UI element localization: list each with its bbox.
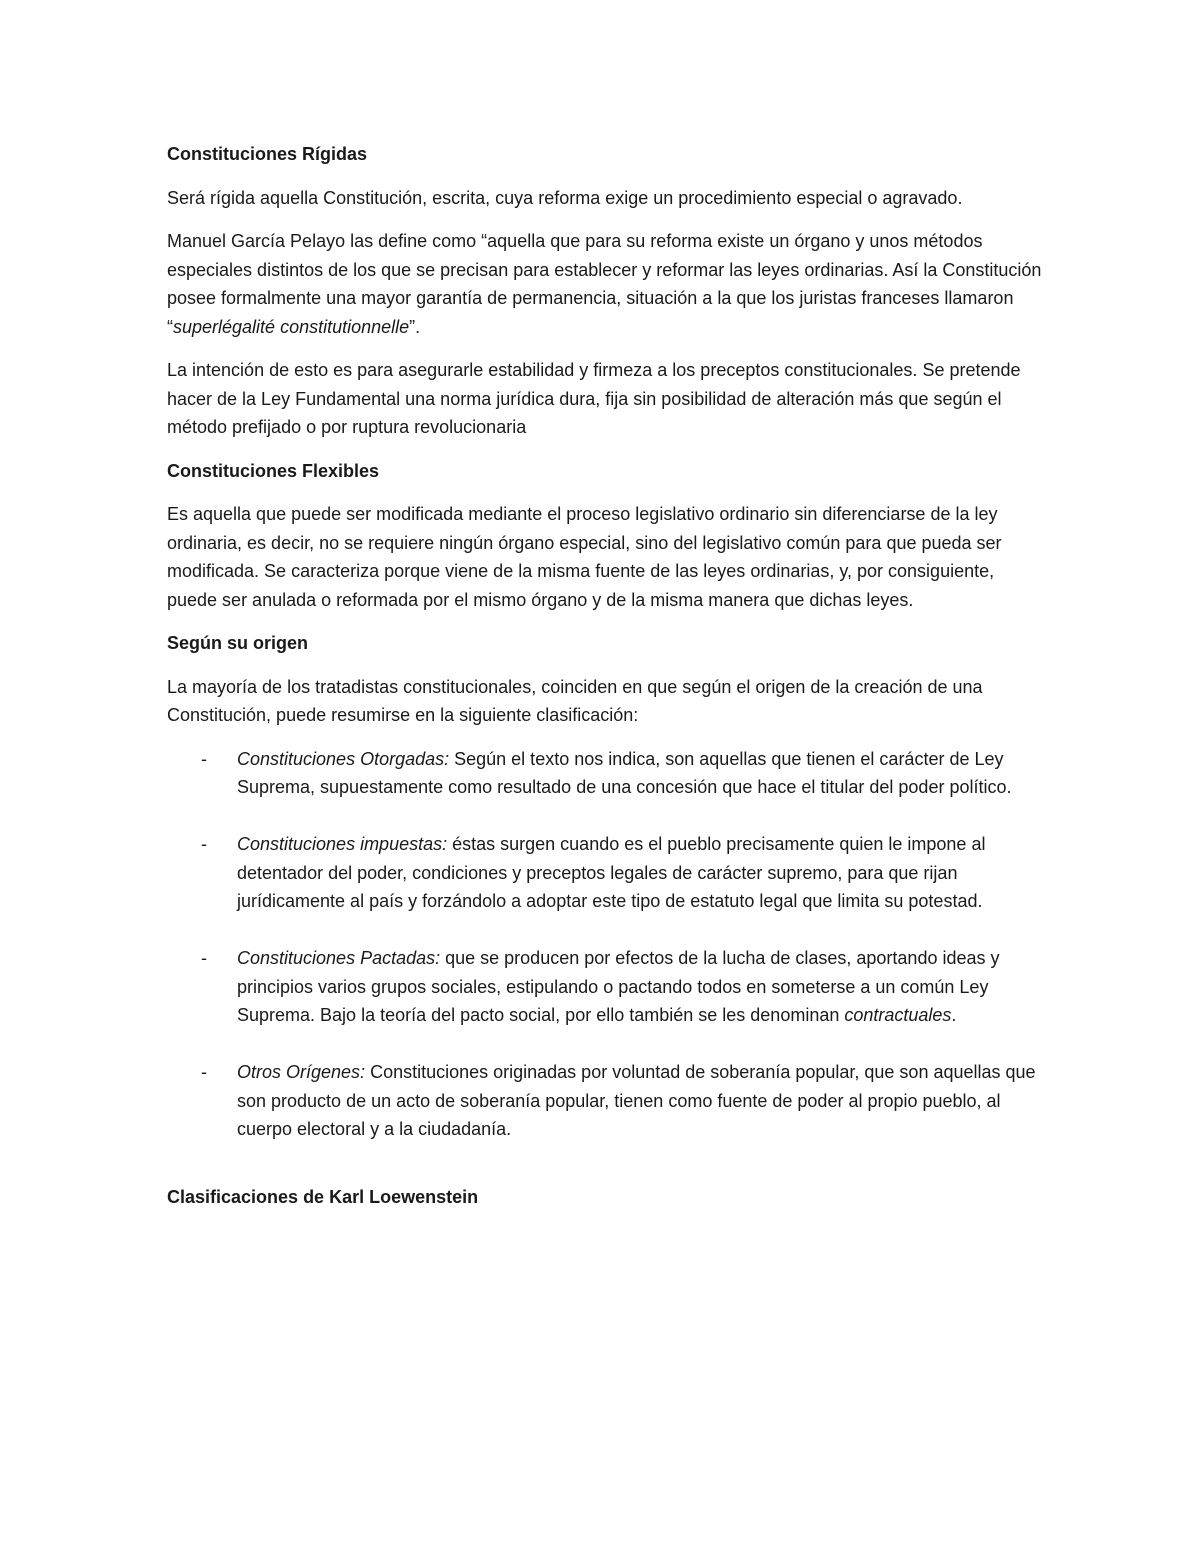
- list-dash: -: [201, 1062, 207, 1082]
- garcia-pelayo-end: ”.: [409, 316, 421, 337]
- list-item-pactadas: [167, 944, 1047, 1030]
- term-impuestas: Constituciones impuestas:: [237, 834, 448, 854]
- paragraph-flexibles-definition: Es aquella que puede ser modificada mediante el proceso legislativo ordinario sin diferenciarse de la ley ordinaria, es decir, no se requiere ningún órgano especial, sino del legislativo común para que pueda ser modificada. Se caracteriza porque viene de la misma fuente de las leyes ordinarias, y, por consiguiente, puede ser anulada o reformada por el mismo órgano y de la misma manera que dichas leyes.: [167, 504, 1002, 610]
- text-pactadas: que se producen por efectos de la lucha de clases, aportando ideas y principios varios grupos sociales, estipulando o pactando todos en someterse a un común Ley Suprema. Bajo la teoría del pacto social, por ello también se les denominan: [237, 948, 1000, 1025]
- term-otros-origenes: Otros Orígenes:: [237, 1062, 366, 1082]
- text-pactadas-end: .: [951, 1005, 957, 1025]
- list-item-impuestas: [167, 830, 1047, 916]
- list-item-otros-origenes: [167, 1058, 1047, 1144]
- heading-flexibles: Constituciones Flexibles: [167, 460, 380, 481]
- term-contractuales: contractuales: [844, 1005, 952, 1025]
- text-otros-origenes: Constituciones originadas por voluntad de soberanía popular, que son aquellas que son producto de un acto de soberanía popular, tienen como fuente de poder al propio pueblo, al cuerpo electoral y a la ciudadanía.: [237, 1062, 1036, 1139]
- text-otorgadas: Según el texto nos indica, son aquellas que tienen el carácter de Ley Suprema, supuestamente como resultado de una concesión que hace el titular del poder político.: [237, 748, 1012, 797]
- term-pactadas: Constituciones Pactadas:: [237, 948, 441, 968]
- heading-loewenstein: Clasificaciones de Karl Loewenstein: [167, 1186, 479, 1207]
- garcia-pelayo-text: Manuel García Pelayo las define como “aquella que para su reforma existe un órgano y unos métodos especiales distintos de los que se precisan para establecer y reformar las leyes ordinarias. Así la Constitución posee formalmente una mayor garantía de permanencia, situación a la que los juristas franceses llamaron “: [167, 231, 1042, 337]
- superlegalite-term: superlégalité constitutionnelle: [173, 316, 410, 337]
- list-dash: -: [201, 834, 207, 854]
- list-item-otorgadas: [167, 745, 1047, 802]
- paragraph-origen-intro: La mayoría de los tratadistas constitucionales, coinciden en que según el origen de la creación de una Constitución, puede resumirse en la siguiente clasificación:: [167, 676, 983, 725]
- heading-rigidas: Constituciones Rígidas: [167, 144, 368, 164]
- paragraph-rigidas-definition: Será rígida aquella Constitución, escrita, cuya reforma exige un procedimiento especial o agravado.: [167, 187, 963, 208]
- document-body: [167, 140, 1047, 1226]
- paragraph-garcia-pelayo: [167, 227, 1047, 341]
- paragraph-rigidas-intention: La intención de esto es para asegurarle estabilidad y firmeza a los preceptos constitucionales. Se pretende hacer de la Ley Fundamental una norma jurídica dura, fija sin posibilidad de alteración más que según el método prefijado o por ruptura revolucionaria: [167, 360, 1021, 437]
- origin-list: [167, 745, 1047, 1144]
- term-otorgadas: Constituciones Otorgadas:: [237, 748, 450, 769]
- heading-origen: Según su origen: [167, 633, 309, 653]
- list-dash: -: [201, 748, 207, 769]
- text-impuestas: éstas surgen cuando es el pueblo precisamente quien le impone al detentador del poder, condiciones y preceptos legales de carácter supremo, para que rijan jurídicamente al país y forzándolo a adoptar este tipo de estatuto legal que limita su potestad.: [237, 834, 986, 911]
- list-dash: -: [201, 948, 207, 968]
